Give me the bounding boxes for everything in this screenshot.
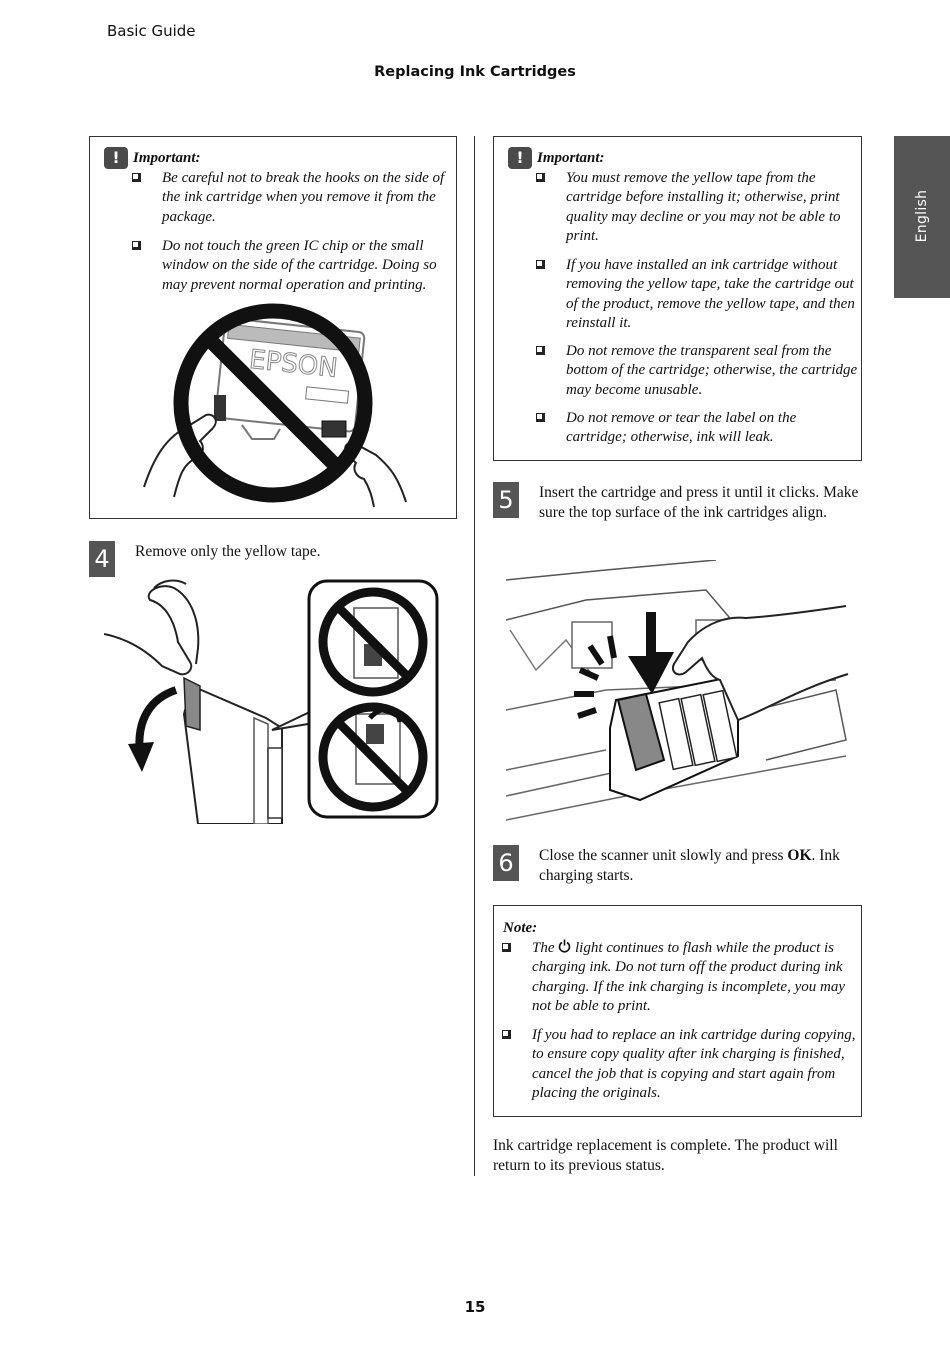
checkbox-bullet-icon <box>132 241 141 250</box>
step-5-text: Insert the cartridge and press it until it clicks. Make sure the top surface of the ink cartridges align. <box>539 484 859 522</box>
closing-text: Ink cartridge replacement is complete. The product will return to its previous status. <box>493 1137 838 1175</box>
note-item-text: If you had to replace an ink cartridge during copying, to ensure copy quality after ink charging is finished, cancel the job that is copying and start again from placing the originals. <box>532 1027 856 1101</box>
important-item-text: You must remove the yellow tape from the cartridge before installing it; otherwise, print quality may decline or you may not be able to print. <box>566 170 841 244</box>
remove-tape-illustration <box>104 578 442 824</box>
important-heading: Important: <box>537 150 605 166</box>
important-item <box>162 237 454 295</box>
important-item <box>566 169 858 246</box>
insert-cartridge-illustration <box>506 560 850 826</box>
checkbox-bullet-icon <box>536 173 545 182</box>
checkbox-bullet-icon <box>536 346 545 355</box>
checkbox-bullet-icon <box>536 260 545 269</box>
important-item <box>566 256 858 333</box>
column-divider <box>474 136 475 1176</box>
step-6-text-before: Close the scanner unit slowly and press <box>539 847 788 864</box>
important-item <box>566 342 858 400</box>
note-item-text-after: light continues to flash while the product is charging ink. Do not turn off the product during ink charging. If the ink charging is incomplete, you may not be able to print. <box>532 940 845 1014</box>
note-item <box>532 1026 856 1103</box>
note-item <box>532 939 856 1016</box>
important-item-text: Be careful not to break the hooks on the side of the ink cartridge when you remove it from the package. <box>162 170 445 225</box>
language-tab-label: English <box>914 189 930 243</box>
important-item-text: Do not remove the transparent seal from the bottom of the cartridge; otherwise, the cartridge may become unusable. <box>566 343 858 398</box>
important-item <box>162 169 454 227</box>
important-item-text: Do not remove or tear the label on the cartridge; otherwise, ink will leak. <box>566 410 797 446</box>
important-heading: Important: <box>133 150 201 166</box>
important-box-right <box>493 136 862 461</box>
note-box <box>493 905 862 1117</box>
important-item <box>566 409 858 448</box>
step-4-text: Remove only the yellow tape. <box>135 543 321 560</box>
epson-logo-text: EPSON <box>247 344 339 384</box>
step-number-4: 4 <box>89 541 115 577</box>
step-6-text <box>539 846 861 887</box>
note-item-text-before: The <box>532 940 559 956</box>
checkbox-bullet-icon <box>502 943 511 952</box>
do-not-touch-illustration <box>140 297 410 512</box>
checkbox-bullet-icon <box>536 413 545 422</box>
warning-icon: ! <box>508 147 532 169</box>
step-number-5: 5 <box>493 482 519 518</box>
section-title: Replacing Ink Cartridges <box>374 64 576 80</box>
ok-button-label: OK <box>787 847 812 864</box>
language-tab <box>894 136 950 298</box>
page-number: 15 <box>464 1298 486 1316</box>
step-6-text-after: . Ink charging starts. <box>539 847 840 885</box>
important-item-text: Do not touch the green IC chip or the small window on the side of the cartridge. Doing so may prevent normal operation and printing. <box>162 238 437 293</box>
important-box-left <box>89 136 457 519</box>
guide-title: Basic Guide <box>107 22 196 40</box>
step-number-6: 6 <box>493 845 519 881</box>
checkbox-bullet-icon <box>132 173 141 182</box>
warning-icon: ! <box>104 147 128 169</box>
important-item-text: If you have installed an ink cartridge without removing the yellow tape, take the cartridge out of the product, remove the yellow tape, and then reinstall it. <box>566 257 855 331</box>
note-heading: Note: <box>503 920 538 936</box>
power-icon <box>558 939 571 953</box>
checkbox-bullet-icon <box>502 1030 511 1039</box>
